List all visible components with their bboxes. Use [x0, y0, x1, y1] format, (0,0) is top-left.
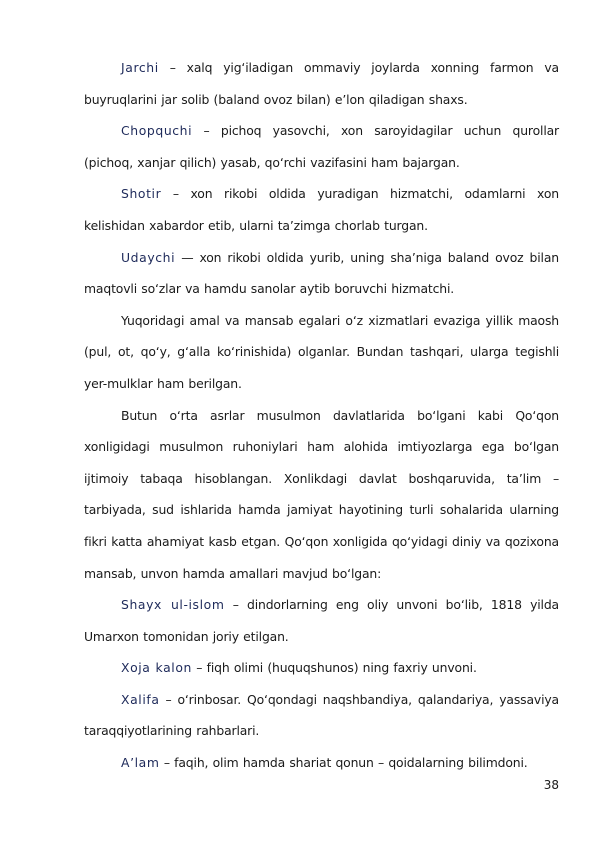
definition-xalifa: – o‘rinbosar. Qo‘qondagi naqshbandiya, qalandariya, yassaviya taraqqiyotlarining rahbarlari. [84, 691, 559, 739]
paragraph-jarchi [84, 52, 559, 115]
definition-udaychi: — xon rikobi oldida yurib, uning sha’niga baland ovoz bilan maqtovli so‘zlar va hamdu sanolar aytib boruvchi hizmatchi. [84, 249, 559, 297]
paragraph-shayx-ul-islom [84, 589, 559, 652]
paragraph-clergy [84, 400, 559, 590]
paragraph-alam [84, 747, 559, 779]
body-text-salary: Yuqoridagi amal va mansab egalari o‘z xizmatlari evaziga yillik maosh (pul, ot, qo‘y, g‘alla ko‘rinishida) olganlar. Bundan tashqari, ularga tegishli yer-mulklar ham berilgan. [84, 312, 559, 391]
term-chopquchi: Chopquchi [121, 123, 193, 139]
term-shotir: Shotir [121, 186, 162, 202]
paragraph-salary [84, 305, 559, 400]
paragraph-chopquchi [84, 115, 559, 178]
definition-xoja-kalon: – fiqh olimi (huquqshunos) ning faxriy unvoni. [191, 660, 477, 676]
term-xoja-kalon: Xoja kalon [121, 660, 192, 676]
term-shayx-ul-islom: Shayx ul-islom [121, 597, 225, 613]
paragraph-udaychi [84, 242, 559, 305]
definition-chopquchi: – pichoq yasovchi, xon saroyidagilar uchun qurollar (pichoq, xanjar qilich) yasab, qo‘rchi vazifasini ham bajargan. [84, 123, 559, 170]
definition-shotir: – xon rikobi oldida yuradigan hizmatchi, odamlarni xon kelishidan xabardor etib, ularni ta’zimga chorlab turgan. [84, 186, 559, 233]
paragraph-xalifa [84, 684, 559, 747]
definition-shayx-ul-islom: – dindorlarning eng oliy unvoni bo‘lib, 1818 yilda Umarxon tomonidan joriy etilgan. [84, 597, 559, 644]
term-xalifa: Xalifa [121, 691, 160, 707]
paragraph-shotir [84, 178, 559, 241]
body-text-clergy: Butun o‘rta asrlar musulmon davlatlarida bo‘lgani kabi Qo‘qon xonligidagi musulmon ruhoniylari ham alohida imtiyozlarga ega bo‘lgan ijtimoiy tabaqa hisoblangan. Xonlikdagi davlat boshqaruvida, ta’lim – tarbiyada, sud ishlarida hamda jamiyat hayotining turli sohalarida ularning fikri katta ahamiyat kasb etgan. Qo‘qon xonligida qo‘yidagi diniy va qozixona mansab, unvon hamda amallari mavjud bo‘lgan: [84, 407, 559, 581]
page-number: 38 [543, 778, 559, 792]
page-body [84, 52, 559, 779]
definition-alam: – faqih, olim hamda shariat qonun – qoidalarning bilimdoni. [159, 755, 528, 771]
term-udaychi: Udaychi [121, 249, 176, 265]
paragraph-xoja-kalon [84, 652, 559, 684]
definition-jarchi: – xalq yig‘iladigan ommaviy joylarda xonning farmon va buyruqlarini jar solib (baland ovoz bilan) e’lon qiladigan shaxs. [84, 60, 559, 107]
term-jarchi: Jarchi [121, 60, 159, 75]
term-alam: A’lam [121, 755, 160, 771]
